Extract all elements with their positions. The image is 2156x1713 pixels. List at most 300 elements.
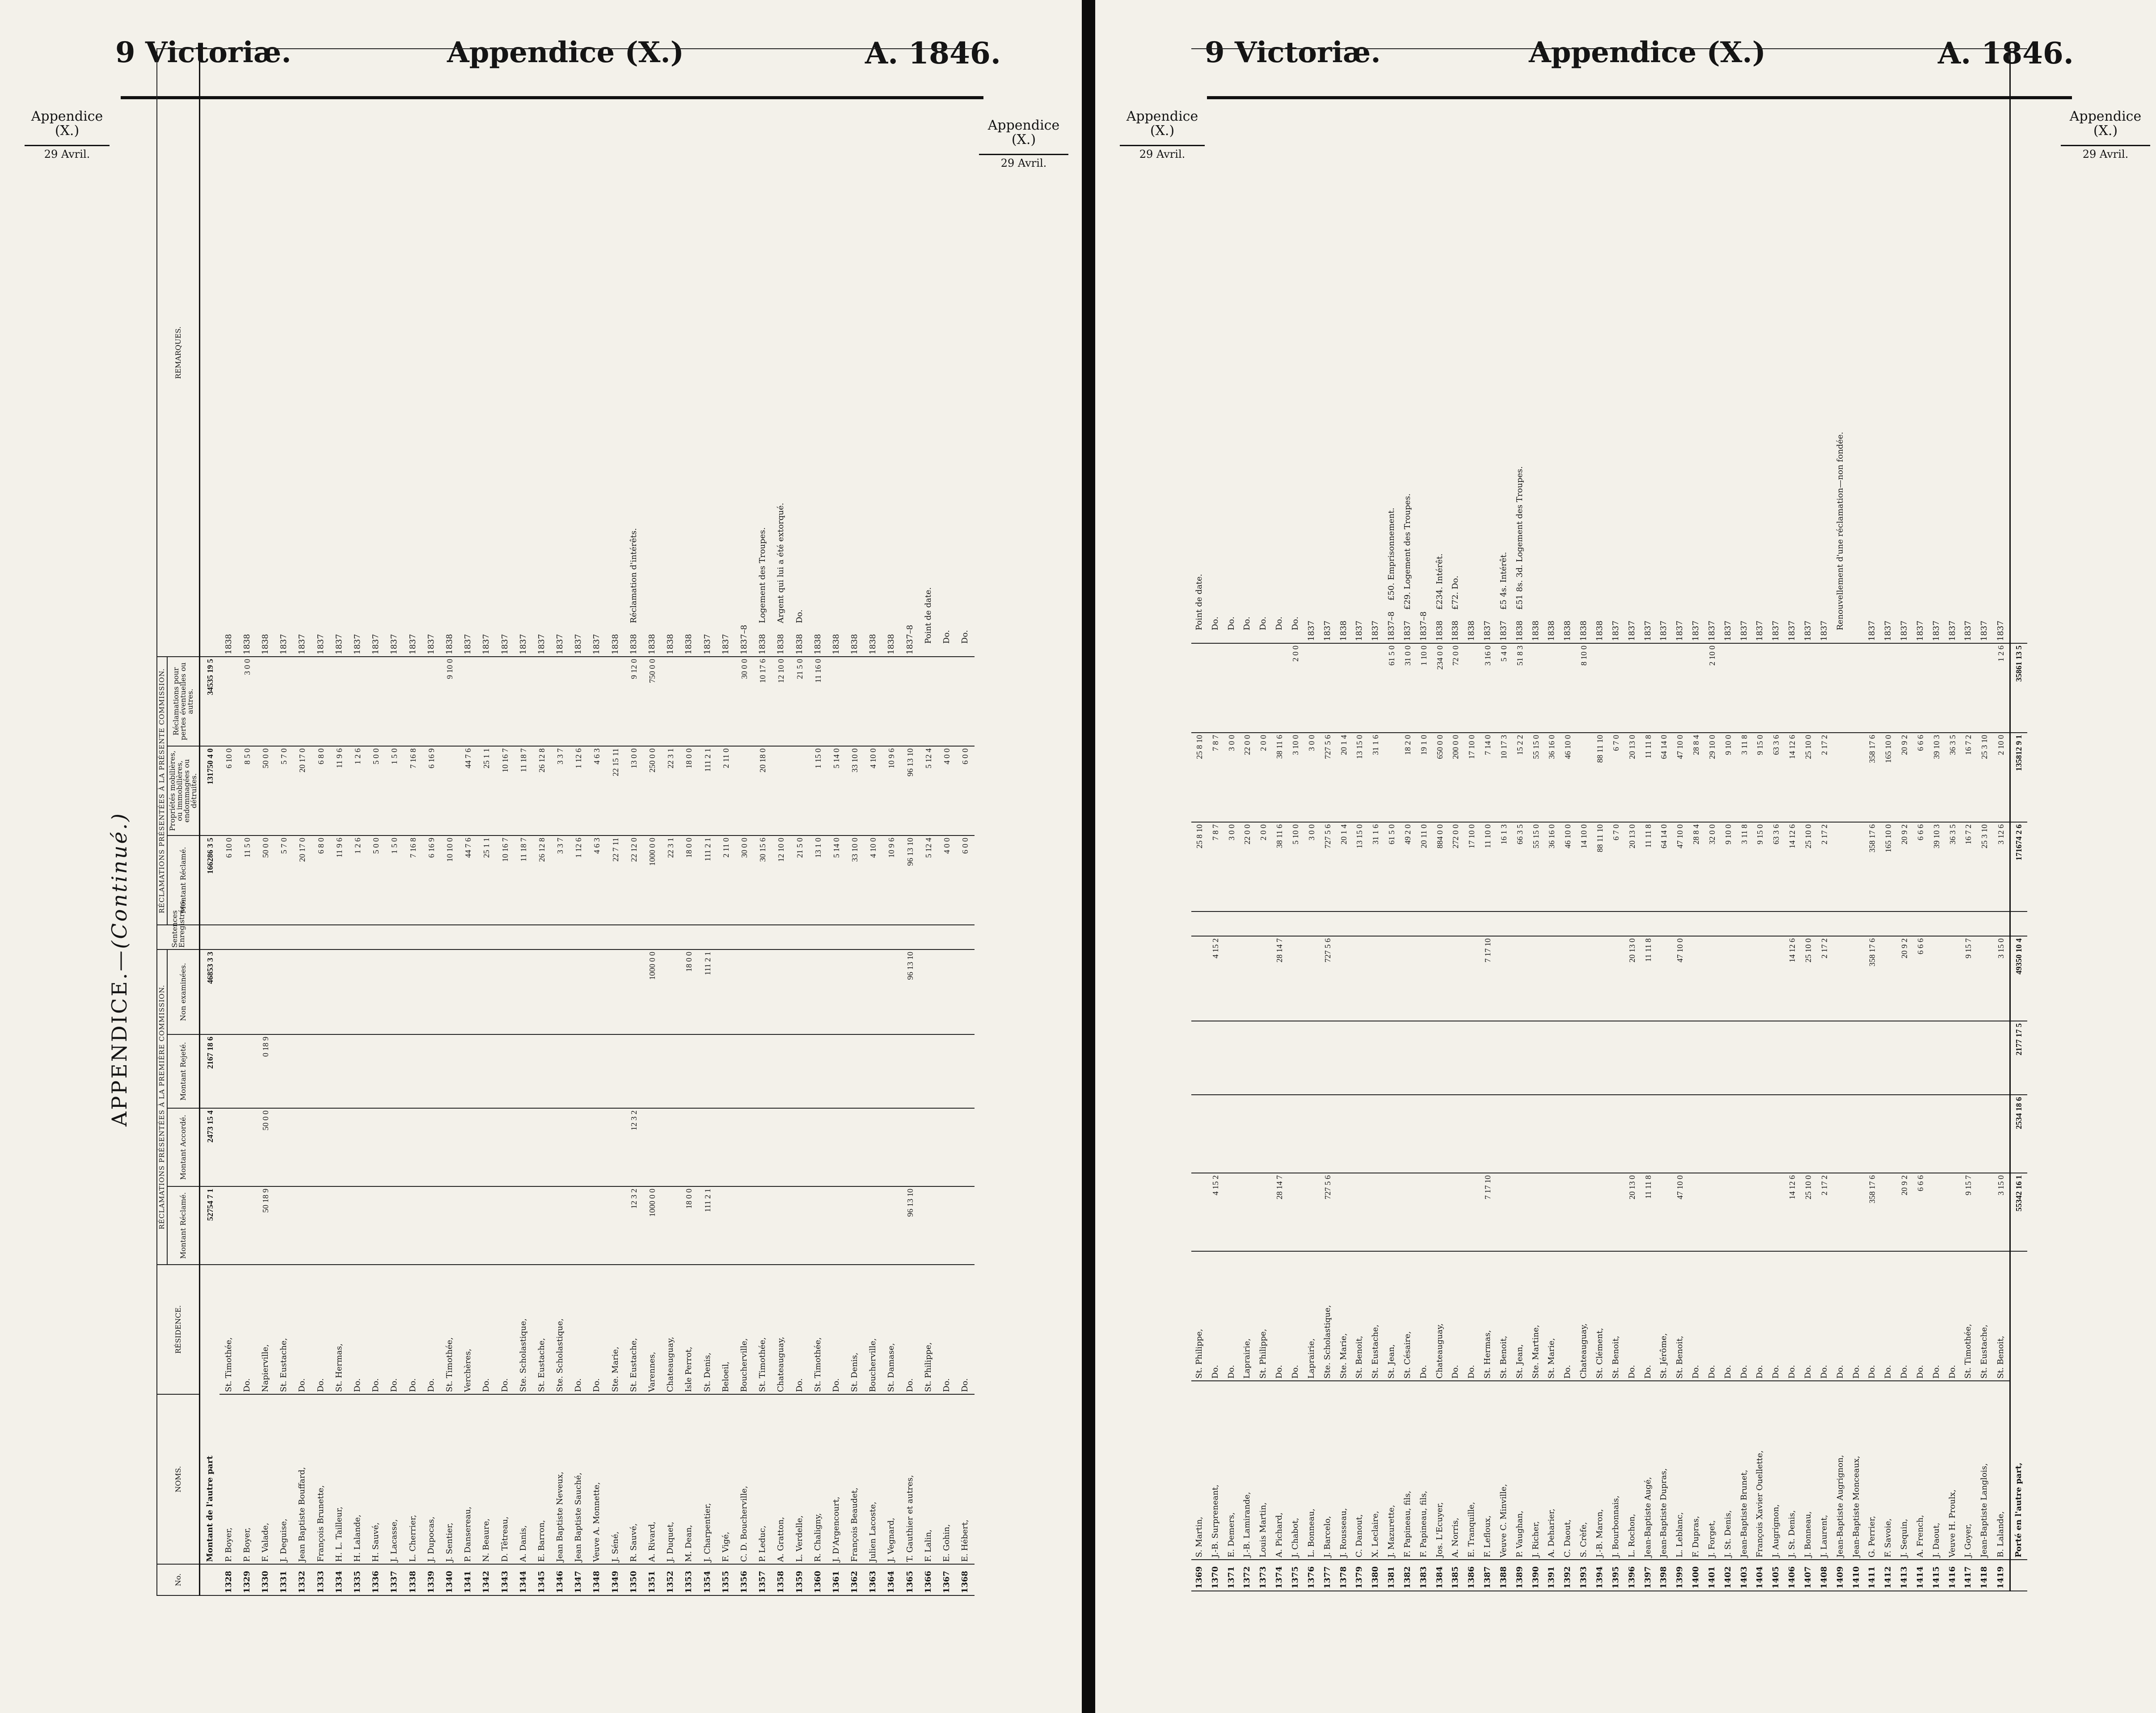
- cell-c6: 5 14 0: [827, 746, 845, 835]
- cell-no: 1348: [588, 1564, 606, 1595]
- cell-nom: Jean Baptiste Sauché,: [570, 1394, 588, 1564]
- cell-c6: 36 16 0: [1544, 733, 1560, 822]
- cell-remark: [1464, 49, 1480, 643]
- cell-c3: [864, 1034, 882, 1108]
- cell-no: 1395: [1608, 1560, 1624, 1591]
- cell-c5: 22 3 1: [662, 835, 680, 925]
- cell-remark: Do.: [794, 609, 804, 624]
- cell-c3: [1704, 1021, 1720, 1095]
- cell-year: 1837: [592, 634, 602, 654]
- cell-c5: 25 8 10: [1191, 822, 1207, 911]
- cell-c1: [1720, 1173, 1736, 1251]
- cell-c6: 47 10 0: [1672, 733, 1688, 822]
- table-row: [1496, 49, 1512, 1591]
- cell-c4: 727 5 6: [1320, 936, 1336, 1021]
- cell-year: 1838: [610, 634, 620, 654]
- cell-c7: 3 16 0: [1480, 643, 1496, 733]
- cell-no: 1331: [275, 1564, 293, 1595]
- cell-c4: [845, 949, 864, 1034]
- cell-c6: 20 18 0: [754, 746, 772, 835]
- cell-c3: [1992, 1021, 2010, 1095]
- cell-c7: 234 0 0: [1432, 643, 1448, 733]
- cell-remark: [404, 49, 422, 657]
- cell-no: 1350: [624, 1564, 643, 1595]
- cell-year: 1838: [242, 634, 252, 654]
- cell-c7: [1544, 643, 1560, 733]
- table-row: [570, 49, 588, 1595]
- table-row: [1896, 49, 1912, 1591]
- cell-year: 1837: [463, 634, 473, 654]
- cell-c3: [1367, 1021, 1384, 1095]
- cell-c6: 22 0 0: [1240, 733, 1256, 822]
- cell-year: 1837: [500, 634, 510, 654]
- cell-no: 1337: [385, 1564, 404, 1595]
- cell-remark: [1320, 49, 1336, 643]
- table-row: [440, 49, 459, 1595]
- cell-c1: 4 15 2: [1207, 1173, 1224, 1251]
- cell-c6: 111 2 1: [698, 746, 717, 835]
- cell-c5: 96 13 10: [901, 835, 919, 925]
- cell-res: St. Philippe,: [919, 1265, 937, 1394]
- cell-res: Do.: [1848, 1251, 1865, 1381]
- cell-c4: [864, 949, 882, 1034]
- cell-c5: 4 0 0: [937, 835, 956, 925]
- cell-no: 1353: [680, 1564, 698, 1595]
- cell-c4: [1351, 936, 1367, 1021]
- cell-no: 1400: [1688, 1560, 1704, 1591]
- cell-c3: [1784, 1021, 1800, 1095]
- cell-year: 1837: [1483, 620, 1493, 641]
- cell-c3: [754, 1034, 772, 1108]
- cell-year: 1837: [1659, 620, 1669, 641]
- cell-nom: A. Gratton,: [772, 1394, 790, 1564]
- table-row: [1640, 49, 1656, 1591]
- cell-c1: [385, 1186, 404, 1265]
- cell-remark: [1432, 49, 1448, 643]
- cell-no: 1390: [1528, 1560, 1544, 1591]
- cell-nom: F. Lalin,: [919, 1394, 937, 1564]
- cell-year: 1837–8: [1418, 611, 1428, 641]
- cell-res: Do.: [588, 1265, 606, 1394]
- cell-c4: [937, 949, 956, 1034]
- cell-c1: [1336, 1173, 1352, 1251]
- cell-c5: 47 10 0: [1672, 822, 1688, 911]
- cell-res: Boucherville,: [735, 1265, 753, 1394]
- cell-year: 1838: [813, 634, 823, 654]
- table-row: [588, 49, 606, 1595]
- cell-c5: 12 10 0: [772, 835, 790, 925]
- cell-res: St. Jérôme,: [1656, 1251, 1672, 1381]
- cell-c6: 20 17 0: [293, 746, 312, 835]
- cell-c7: [1656, 643, 1672, 733]
- left-header-left: 9 Victoriæ.: [115, 36, 291, 69]
- cell-year: 1838: [794, 634, 804, 654]
- cell-c1: [367, 1186, 385, 1265]
- cell-res: Do.: [404, 1265, 422, 1394]
- cell-no: 1342: [477, 1564, 496, 1595]
- cell-c2: [348, 1108, 367, 1186]
- cell-c5: 7 16 8: [404, 835, 422, 925]
- cell-c2: [956, 1108, 975, 1186]
- cell-no: 1383: [1416, 1560, 1432, 1591]
- cell-year: 1837: [334, 634, 344, 654]
- cell-c1: [1880, 1173, 1896, 1251]
- cell-no: 1336: [367, 1564, 385, 1595]
- carry-c1: 52754 7 1: [200, 1186, 220, 1265]
- cell-res: Do.: [570, 1265, 588, 1394]
- cell-c1: [496, 1186, 514, 1265]
- cell-c2: 50 0 0: [256, 1108, 274, 1186]
- cell-c3: [459, 1034, 477, 1108]
- cell-c7: [551, 657, 569, 746]
- cell-c2: [1656, 1095, 1672, 1173]
- cell-c1: [1240, 1173, 1256, 1251]
- cell-remark: £29. Logement des Troupes.: [1402, 493, 1412, 610]
- cell-year: 1837: [1996, 620, 2005, 641]
- cell-c5: 22 0 0: [1240, 822, 1256, 911]
- cell-c1: [1688, 1173, 1704, 1251]
- cell-c1: 18 0 0: [680, 1186, 698, 1265]
- cell-c5: 20 11 0: [1416, 822, 1432, 911]
- cell-res: St. Benoit,: [1992, 1251, 2010, 1381]
- table-row: [348, 49, 367, 1595]
- cell-res: Do.: [1688, 1251, 1704, 1381]
- cell-no: 1408: [1816, 1560, 1832, 1591]
- cell-c4: [606, 949, 624, 1034]
- cell-year: 1838: [666, 634, 675, 654]
- cell-c7: [1207, 643, 1224, 733]
- total-c4: 49350 10 4: [2010, 936, 2027, 1021]
- table-row: [459, 49, 477, 1595]
- cell-remark: [1416, 49, 1432, 643]
- table-row: [1848, 49, 1865, 1591]
- cell-c1: [1464, 1173, 1480, 1251]
- cell-no: 1402: [1720, 1560, 1736, 1591]
- cell-c2: [1384, 1095, 1400, 1173]
- table-row: [1864, 49, 1880, 1591]
- cell-nom: J. D'Argencourt,: [827, 1394, 845, 1564]
- cell-year: 1838: [1467, 620, 1477, 641]
- cell-c5: 50 0 0: [256, 835, 274, 925]
- cell-nom: J. Bourbonnais,: [1608, 1381, 1624, 1560]
- cell-c4: [256, 949, 274, 1034]
- cell-remark: Do.: [1274, 616, 1284, 630]
- cell-c7: [1945, 643, 1961, 733]
- table-row: [1576, 49, 1592, 1591]
- cell-c1: [570, 1186, 588, 1265]
- total-c5: 171674 2 6: [2010, 822, 2027, 911]
- cell-c1: 50 18 9: [256, 1186, 274, 1265]
- cell-nom: Jos. L'Ecuyer,: [1432, 1381, 1448, 1560]
- cell-nom: Jean Baptiste Neveux,: [551, 1394, 569, 1564]
- cell-res: Do.: [1640, 1251, 1656, 1381]
- cell-c2: [1528, 1095, 1544, 1173]
- cell-c4: 4 15 2: [1207, 936, 1224, 1021]
- cell-c1: 3 15 0: [1992, 1173, 2010, 1251]
- cell-nom: J.-B. Surpreneant,: [1207, 1381, 1224, 1560]
- left-header-center: Appendice (X.): [447, 36, 684, 69]
- cell-remark: [348, 49, 367, 657]
- cell-remark: [1624, 49, 1640, 643]
- cell-c1: [1704, 1173, 1720, 1251]
- cell-res: St. Benoit,: [1496, 1251, 1512, 1381]
- cell-res: St. Damase,: [882, 1265, 901, 1394]
- table-row: [1287, 49, 1304, 1591]
- cell-c1: 7 17 10: [1480, 1173, 1496, 1251]
- cell-c3: [514, 1034, 532, 1108]
- cell-c5: 3 3 7: [551, 835, 569, 925]
- cell-year: 1837: [1899, 620, 1909, 641]
- cell-c7: [1608, 643, 1624, 733]
- cell-res: St. Timothée,: [809, 1265, 827, 1394]
- cell-c3: [1528, 1021, 1544, 1095]
- left-margin-note-right: [979, 118, 1068, 169]
- right-margin-note-right: [2061, 110, 2150, 160]
- cell-c7: 8 10 0: [1576, 643, 1592, 733]
- cell-c5: 2 11 0: [717, 835, 735, 925]
- table-row: [735, 49, 753, 1595]
- table-row: [404, 49, 422, 1595]
- cell-c7: [532, 657, 551, 746]
- cell-remark: [1704, 49, 1720, 643]
- cell-year: 1838: [1531, 620, 1540, 641]
- cell-c6: 25 8 10: [1191, 733, 1207, 822]
- cell-nom: J. Duquet,: [662, 1394, 680, 1564]
- cell-c2: [1448, 1095, 1464, 1173]
- cell-nom: J. St. Denis,: [1720, 1381, 1736, 1560]
- cell-res: Ste. Scholastique,: [514, 1265, 532, 1394]
- cell-c2: [238, 1108, 256, 1186]
- cell-remark: [1480, 49, 1496, 643]
- cell-year: 1837: [1787, 620, 1797, 641]
- cell-c6: 3 0 0: [1224, 733, 1240, 822]
- col-noms: NOMS.: [157, 1394, 200, 1564]
- cell-c1: [1304, 1173, 1320, 1251]
- cell-c7: [477, 657, 496, 746]
- cell-res: Do.: [1224, 1251, 1240, 1381]
- cell-remark: [662, 49, 680, 657]
- cell-c2: [477, 1108, 496, 1186]
- cell-c7: [1464, 643, 1480, 733]
- cell-c1: [919, 1186, 937, 1265]
- margin-label: Appendice: [987, 118, 1060, 133]
- cell-c6: 13 0 0: [624, 746, 643, 835]
- left-margin-note: [25, 110, 110, 160]
- cell-c1: [662, 1186, 680, 1265]
- table-row: [385, 49, 404, 1595]
- cell-no: 1389: [1512, 1560, 1528, 1591]
- cell-c3: [1496, 1021, 1512, 1095]
- cell-nom: M. Dean,: [680, 1394, 698, 1564]
- cell-c5: [1832, 822, 1848, 911]
- cell-no: 1394: [1592, 1560, 1608, 1591]
- cell-c4: [385, 949, 404, 1034]
- cell-c4: [1416, 936, 1432, 1021]
- cell-c4: [1224, 936, 1240, 1021]
- cell-c5: 16 7 2: [1961, 822, 1977, 911]
- cell-res: Beloeil,: [717, 1265, 735, 1394]
- margin-date: 29 Avril.: [979, 154, 1068, 169]
- cell-res: St. Césaire,: [1400, 1251, 1416, 1381]
- cell-c4: [1432, 936, 1448, 1021]
- cell-year: 1838: [1563, 620, 1573, 641]
- cell-c3: [551, 1034, 569, 1108]
- cell-c5: 5 0 0: [367, 835, 385, 925]
- cell-res: Do.: [1207, 1251, 1224, 1381]
- cell-c4: [1384, 936, 1400, 1021]
- table-row: [790, 49, 809, 1595]
- cell-no: 1399: [1672, 1560, 1688, 1591]
- cell-nom: B. Lalande,: [1992, 1381, 2010, 1560]
- cell-res: Ste. Scholastique,: [1320, 1251, 1336, 1381]
- cell-res: Do.: [1945, 1251, 1961, 1381]
- cell-c5: 5 12 4: [919, 835, 937, 925]
- cell-c7: [1672, 643, 1688, 733]
- col-group-premiere: RÉCLAMATIONS PRÉSENTÉES À LA PREMIÈRE COMMISSION.: [157, 949, 167, 1265]
- cell-nom: A. Norris,: [1448, 1381, 1464, 1560]
- cell-res: St. Eustache,: [1367, 1251, 1384, 1381]
- cell-res: Do.: [1271, 1251, 1287, 1381]
- table-row: [1255, 49, 1271, 1591]
- cell-c1: [1576, 1173, 1592, 1251]
- cell-nom: J. Mazurette,: [1384, 1381, 1400, 1560]
- cell-c2: [1400, 1095, 1416, 1173]
- cell-no: 1329: [238, 1564, 256, 1595]
- table-row: [275, 49, 293, 1595]
- cell-res: Do.: [1784, 1251, 1800, 1381]
- table-row: [1672, 49, 1688, 1591]
- cell-remark: [864, 49, 882, 657]
- cell-c4: [532, 949, 551, 1034]
- cell-c6: 63 3 6: [1768, 733, 1784, 822]
- cell-nom: J. Sentier,: [440, 1394, 459, 1564]
- cell-c1: [330, 1186, 348, 1265]
- cell-c5: 55 15 0: [1528, 822, 1544, 911]
- cell-c2: [404, 1108, 422, 1186]
- cell-res: St. Eustache,: [1976, 1251, 1992, 1381]
- cell-c7: [404, 657, 422, 746]
- cell-c1: [551, 1186, 569, 1265]
- cell-c2: [532, 1108, 551, 1186]
- table-row: [919, 49, 937, 1595]
- cell-no: 1346: [551, 1564, 569, 1595]
- cell-c4: [662, 949, 680, 1034]
- cell-nom: J. Forget,: [1704, 1381, 1720, 1560]
- table-row: [256, 49, 274, 1595]
- table-row: [422, 49, 440, 1595]
- cell-no: 1385: [1448, 1560, 1464, 1591]
- cell-c1: [275, 1186, 293, 1265]
- cell-c6: [772, 746, 790, 835]
- cell-c6: 25 3 10: [1976, 733, 1992, 822]
- cell-nom: J. Deguise,: [275, 1394, 293, 1564]
- cell-year: 1837: [316, 634, 325, 654]
- cell-c7: [1800, 643, 1816, 733]
- cell-c2: [1816, 1095, 1832, 1173]
- cell-c2: [662, 1108, 680, 1186]
- cell-c5: 11 10 0: [1480, 822, 1496, 911]
- cell-c5: 14 12 6: [1784, 822, 1800, 911]
- cell-c3: [735, 1034, 753, 1108]
- cell-c5: 6 16 9: [422, 835, 440, 925]
- cell-res: Do.: [1287, 1251, 1304, 1381]
- cell-c3: [1736, 1021, 1752, 1095]
- cell-no: 1367: [937, 1564, 956, 1595]
- cell-c4: 358 17 6: [1864, 936, 1880, 1021]
- cell-c5: 6 10 0: [219, 835, 238, 925]
- cell-remark: [1961, 49, 1977, 643]
- cell-c6: 25 1 1: [477, 746, 496, 835]
- cell-c7: [1255, 643, 1271, 733]
- total-c2: 2534 18 6: [2010, 1095, 2027, 1173]
- cell-res: Isle Perrot,: [680, 1265, 698, 1394]
- cell-year: 1837: [1322, 620, 1332, 641]
- cell-c3: [1961, 1021, 1977, 1095]
- margin-letter: (X.): [1011, 131, 1036, 148]
- cell-no: 1371: [1224, 1560, 1240, 1591]
- cell-c2: [1832, 1095, 1848, 1173]
- cell-remark: [293, 49, 312, 657]
- table-row: [238, 49, 256, 1595]
- cell-remark: Point de date.: [1194, 574, 1204, 630]
- cell-c2: [1224, 1095, 1240, 1173]
- cell-c3: [1752, 1021, 1768, 1095]
- cell-no: 1362: [845, 1564, 864, 1595]
- cell-remark: [1880, 49, 1896, 643]
- cell-nom: E. Tranquille,: [1464, 1381, 1480, 1560]
- cell-no: 1377: [1320, 1560, 1336, 1591]
- cell-c3: [1816, 1021, 1832, 1095]
- cell-c1: [1848, 1173, 1865, 1251]
- cell-c4: [1191, 936, 1207, 1021]
- table-row: [1207, 49, 1224, 1591]
- cell-year: 1837: [1819, 620, 1829, 641]
- cell-year: 1837: [1371, 620, 1380, 641]
- cell-c7: [385, 657, 404, 746]
- cell-c6: 3 0 0: [1304, 733, 1320, 822]
- cell-res: Do.: [1464, 1251, 1480, 1381]
- cell-c1: [1287, 1173, 1304, 1251]
- cell-c3: [1720, 1021, 1736, 1095]
- cell-c4: [1928, 936, 1945, 1021]
- cell-c2: [1367, 1095, 1384, 1173]
- cell-res: St. Benoit,: [1351, 1251, 1367, 1381]
- cell-no: 1366: [919, 1564, 937, 1595]
- cell-c6: 22 15 11: [606, 746, 624, 835]
- cell-c3: [1832, 1021, 1848, 1095]
- cell-c7: 10 17 6: [754, 657, 772, 746]
- cell-c5: 7 8 7: [1207, 822, 1224, 911]
- cell-c4: [1768, 936, 1784, 1021]
- cell-year: 1837: [1739, 620, 1749, 641]
- cell-c7: [1592, 643, 1608, 733]
- cell-c3: [1672, 1021, 1688, 1095]
- cell-c2: [735, 1108, 753, 1186]
- cell-c1: 9 15 7: [1961, 1173, 1977, 1251]
- cell-c7: [1832, 643, 1848, 733]
- cell-c4: [1255, 936, 1271, 1021]
- margin-letter: (X.): [55, 122, 80, 139]
- cell-c3: [643, 1034, 661, 1108]
- cell-no: 1330: [256, 1564, 274, 1595]
- cell-c7: [680, 657, 698, 746]
- cell-c5: 88 11 10: [1592, 822, 1608, 911]
- cell-c6: 29 10 0: [1704, 733, 1720, 822]
- cell-c7: [1688, 643, 1704, 733]
- cell-c3: [404, 1034, 422, 1108]
- table-row: [1320, 49, 1336, 1591]
- table-row: [1736, 49, 1752, 1591]
